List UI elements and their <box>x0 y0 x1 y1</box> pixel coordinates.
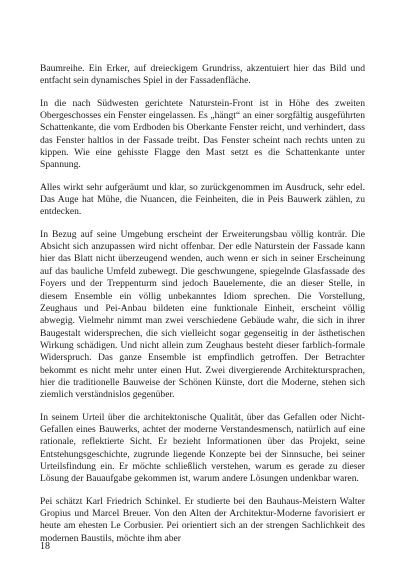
paragraph-1: Baumreihe. Ein Erker, auf dreieckigem Grundriss, akzentuiert hier das Bild und entfacht sein dynamisches Spiel in der Fassadenfläche. <box>40 63 365 87</box>
paragraph-4: In Bezug auf seine Umgebung erscheint der Erweiterungsbau völlig konträr. Die Absicht sich anzupassen wird nicht offenbar. Der edle Naturstein der Fassade kann hier das Blatt nicht überzeugend wenden, auch wenn er sich in seiner Erscheinung auf das bauliche Umfeld zubewegt. Die geschwungene, spiegelnde Glasfassade des Foyers und der Treppenturm sind jedoch Bauelemente, die an dieser Stelle, in diesem Ensemble ein völlig unbekanntes Idiom sprechen. Die Vorstellung, Zeughaus und Pei-Anbau bildeten eine funktionale Einheit, erscheint völlig abwegig. Vielmehr nimmt man zwei verschiedene Gebäude wahr, die sich in ihrer Baugestalt widersprechen, die sich vielleicht sogar gegenseitig in der ästhetischen Wirkung schädigen. Und nicht allein zum Zeughaus besteht dieser farblich-formale Widerspruch. Das ganze Ensemble ist empfindlich getroffen. Der Betrachter bekommt es nicht mehr unter einen Hut. Zwei divergierende Architektursprachen, hier die traditionelle Bauweise der Schönen Künste, dort die Moderne, stehen sich ziemlich verständnislos gegenüber. <box>40 228 365 401</box>
paragraph-6: Pei schätzt Karl Friedrich Schinkel. Er studierte bei den Bauhaus-Meistern Walter Gropius und Marcel Breuer. Von den Alten der Architektur-Moderne favorisiert er heute am ehesten Le Corbusier. Pei orientiert sich an der strengen Sachlichkeit des modernen Baustils, möchte ihm aber <box>40 495 365 544</box>
body-text <box>40 63 365 555</box>
page-number: 18 <box>40 541 50 552</box>
paragraph-2: In die nach Südwesten gerichtete Naturstein-Front ist in Höhe des zweiten Obergeschosses ein Fenster eingelassen. Es „hängt“ an einer sorgfältig ausgeführten Schattenkante, die vom Erdboden bis Oberkante Fenster reicht, und verhindert, dass das Fenster haltlos in der Fassade treibt. Das Fenster scheint nach rechts unten zu kippen. Wie eine gehisste Flagge den Mast setzt es die Schattenkante unter Spannung. <box>40 97 365 171</box>
paragraph-5: In seinem Urteil über die architektonische Qualität, über das Gefallen oder Nicht-Gefallen eines Bauwerks, achtet der moderne Verstandesmensch, natürlich auf eine rationale, reflektierte Sicht. Er bezieht Informationen über das Projekt, seine Entstehungsgeschichte, zugrunde liegende Konzepte bei der Sinnsuche, bei seiner Urteilsfindung ein. Er möchte schließlich verstehen, warum es gerade zu dieser Lösung der Bauaufgabe gekommen ist, warum andere Lösungen undenkbar waren. <box>40 411 365 485</box>
paragraph-3: Alles wirkt sehr aufgeräumt und klar, so zurückgenommen im Ausdruck, sehr edel. Das Auge hat Mühe, die Nuancen, die Feinheiten, die in Peis Bauwerk zählen, zu entdecken. <box>40 181 365 218</box>
